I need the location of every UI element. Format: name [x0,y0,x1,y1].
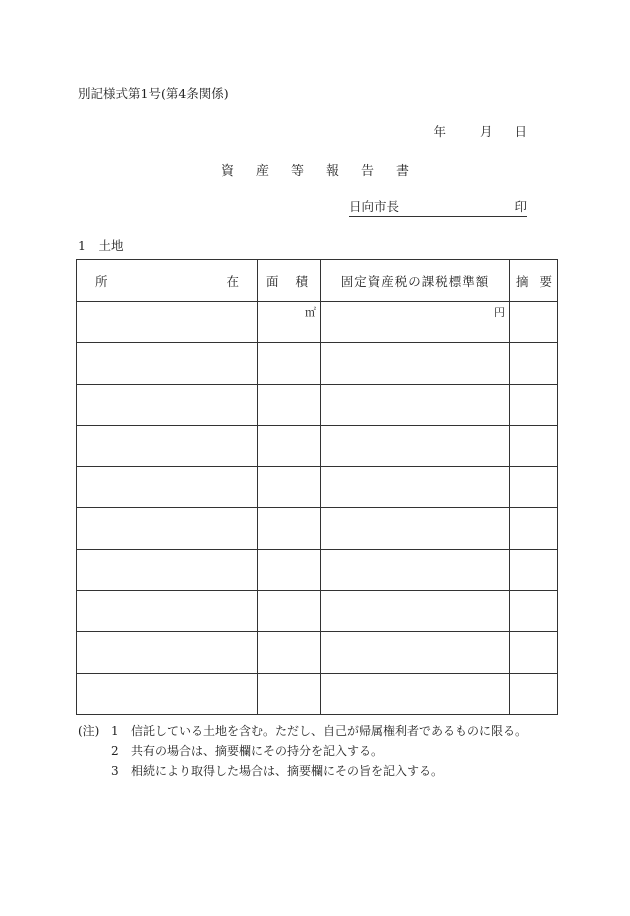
area-cell[interactable] [258,673,321,714]
date-line [433,122,527,140]
location-cell[interactable] [77,302,258,343]
table-header-row [77,260,558,302]
area-cell[interactable] [258,632,321,673]
area-cell[interactable] [258,425,321,466]
table-row [77,467,558,508]
table-row [77,549,558,590]
header-area: 面 積 [258,260,321,302]
remarks-cell[interactable] [510,425,558,466]
header-location: 所 在 [77,260,258,302]
year-label: 年 [433,124,446,139]
location-cell[interactable] [77,425,258,466]
title-char: 報 [326,164,340,179]
tax-value-cell[interactable] [321,467,510,508]
table-row [77,632,558,673]
note-text: 共有の場合は、摘要欄にその持分を記入する。 [131,744,384,758]
area-cell[interactable] [258,384,321,425]
form-number-label: 別記様式第1号(第4条関係) [78,86,229,101]
day-label: 日 [514,124,527,139]
notes [78,721,527,781]
remarks-cell[interactable] [510,673,558,714]
tax-value-cell[interactable] [321,343,510,384]
header-remarks: 摘 要 [510,260,558,302]
area-cell[interactable] [258,467,321,508]
table-row [77,343,558,384]
table-row [77,302,558,343]
note-text: 信託している土地を含む。ただし、自己が帰属権利者であるものに限る。 [131,724,528,738]
remarks-cell[interactable] [510,508,558,549]
note-item: (注) 1 信託している土地を含む。ただし、自己が帰属権利者であるものに限る。 [78,721,527,741]
tax-value-cell[interactable] [321,591,510,632]
remarks-cell[interactable] [510,591,558,632]
tax-value-cell[interactable] [321,384,510,425]
table-row [77,384,558,425]
area-cell[interactable] [258,508,321,549]
month-label: 月 [479,124,493,139]
location-cell[interactable] [77,632,258,673]
area-cell[interactable] [258,302,321,343]
tax-value-cell[interactable] [321,673,510,714]
location-cell[interactable] [77,591,258,632]
tax-value-cell[interactable] [321,508,510,549]
note-item: 2 共有の場合は、摘要欄にその持分を記入する。 [78,741,527,761]
location-cell[interactable] [77,467,258,508]
value-unit: 円 [494,306,505,319]
title-char: 資 [220,164,234,179]
section-heading: 1 土地 [78,238,124,253]
note-text: 相続により取得した場合は、摘要欄にその旨を記入する。 [131,764,444,778]
title-char: 産 [255,164,269,179]
note-item: 3 相続により取得した場合は、摘要欄にその旨を記入する。 [78,761,527,781]
document-title [0,160,630,179]
remarks-cell[interactable] [510,549,558,590]
remarks-cell[interactable] [510,302,558,343]
tax-value-cell[interactable] [321,632,510,673]
area-cell[interactable] [258,549,321,590]
land-asset-table [76,259,558,715]
remarks-cell[interactable] [510,467,558,508]
table-row [77,673,558,714]
addressee-line [349,197,527,217]
location-cell[interactable] [77,508,258,549]
title-char: 等 [290,164,304,179]
area-cell[interactable] [258,591,321,632]
remarks-cell[interactable] [510,632,558,673]
remarks-cell[interactable] [510,343,558,384]
table-row [77,591,558,632]
header-tax-value: 固定資産税の課税標準額 [321,260,510,302]
location-cell[interactable] [77,343,258,384]
tax-value-cell[interactable] [321,302,510,343]
location-cell[interactable] [77,673,258,714]
area-cell[interactable] [258,343,321,384]
title-char: 告 [361,164,375,179]
location-cell[interactable] [77,549,258,590]
table-row [77,508,558,549]
location-cell[interactable] [77,384,258,425]
table-row [77,425,558,466]
tax-value-cell[interactable] [321,425,510,466]
seal-mark: 印 [514,199,527,214]
tax-value-cell[interactable] [321,549,510,590]
addressee-name: 日向市長 [349,199,400,214]
remarks-cell[interactable] [510,384,558,425]
area-unit: ㎡ [305,306,316,319]
title-char: 書 [396,164,410,179]
notes-lead: (注) [78,724,100,738]
